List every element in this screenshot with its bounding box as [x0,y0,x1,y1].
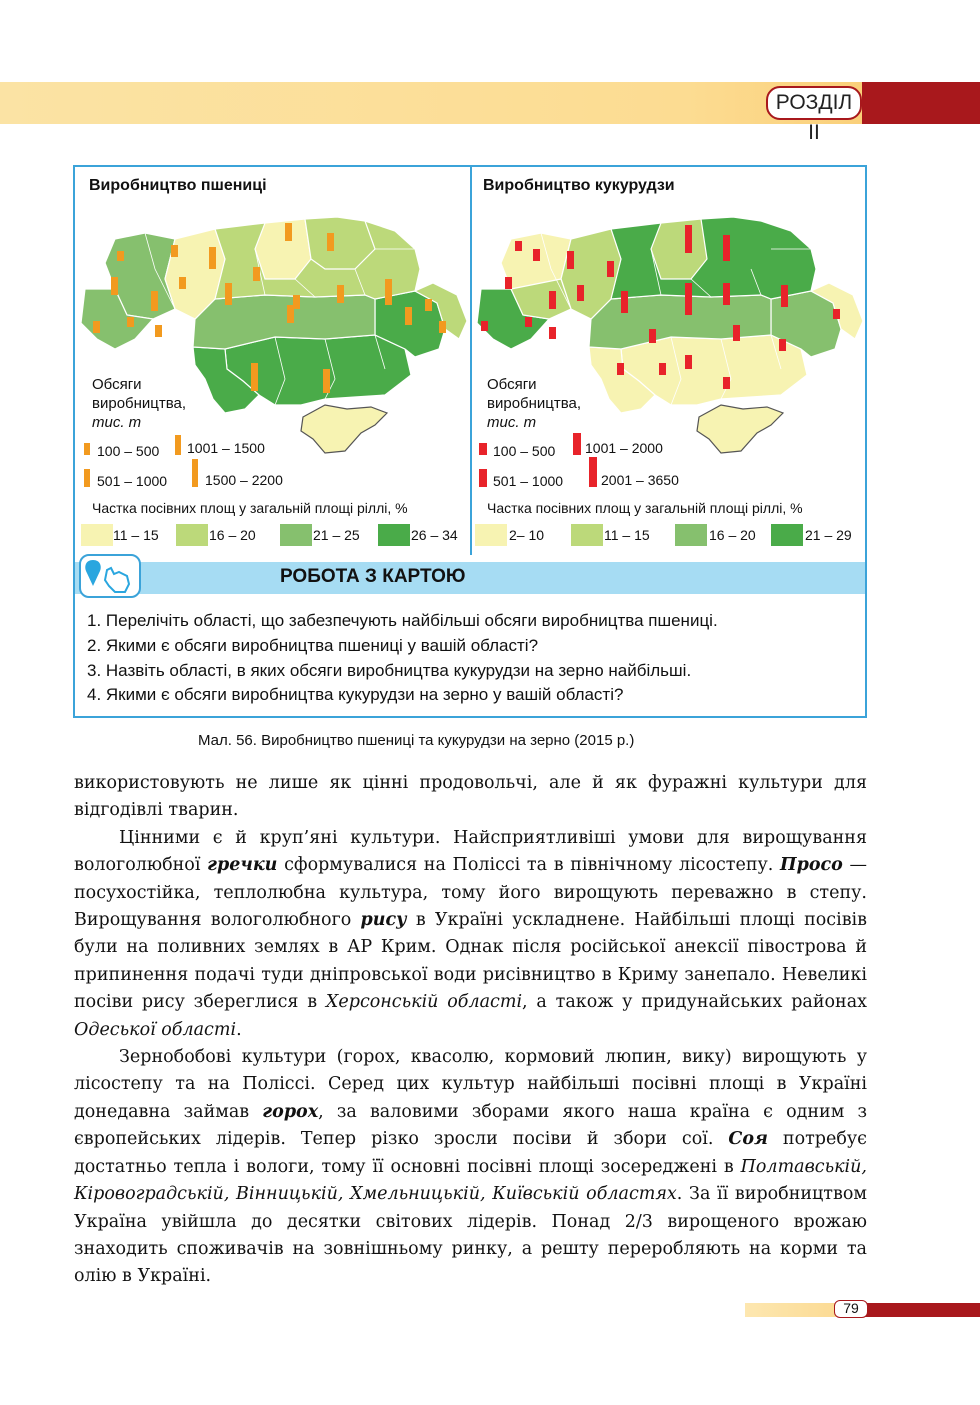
wheat-legend-title-1: Обсяги [92,376,142,393]
wheat-bar-sample-3 [175,435,181,455]
corn-volume-3: 1001 – 2000 [585,440,663,456]
map-pointer-icon [79,554,141,598]
task-item-2: 2. Якими є обсяги виробництва пшениці у вашій області? [87,636,539,655]
corn-share-title: Частка посівних площ у загальній площі ріллі, % [487,500,803,516]
wheat-map-title: Виробництво пшениці [89,177,267,194]
wheat-share-4: 26 – 34 [411,527,458,543]
corn-bar-sample-1 [479,443,487,455]
corn-volume-4: 2001 – 3650 [601,472,679,488]
wheat-share-title: Частка посівних площ у загальній площі ріллі, % [92,500,408,516]
corn-swatch-3 [675,524,707,546]
paragraph-3: Зернобобові культури (горох, квасолю, кормовий люпин, вику) вирощують у лісостепу та на Поліссі. Серед цих культур найбільші посівні площі в Україні донедавна займав горох, за валовими зборами якого наша країна є одним з європейських лідерів. Тепер різко зросли посіви й збори сої. Соя потребує достатньо тепла і вологи, тому її основні посівні площі зосереджені в Полтавській, Кіровоградській, Вінницькій, Хмельницькій, Київській областях. За її виробництвом Україна увійшла до десятки світових лідерів. Понад 2/3 вирощеного врожаю знаходить споживачів на зовнішньому ринку, а решту переробляють на корми та олію в Україні. [74,1047,868,1287]
task-item-3: 3. Назвіть області, в яких обсяги виробництва кукурудзи на зерно найбільші. [87,661,692,680]
page-number: 79 [834,1300,868,1318]
figure-caption: Мал. 56. Виробництво пшениці та кукурудзи на зерно (2015 р.) [198,732,635,749]
corn-region-crimea [697,405,783,453]
corn-bar-sample-2 [479,469,487,487]
wheat-region-crimea [301,405,387,453]
task-item-1: 1. Перелічіть області, що забезпечують найбільші обсяги виробництва пшениці. [87,611,718,630]
corn-share-4: 21 – 29 [805,527,852,543]
paragraph-1: використовують не лише як цінні продовольчі, але й як фуражні культури для відгодівлі тварин. [74,773,867,821]
wheat-volume-4: 1500 – 2200 [205,472,283,488]
corn-bar-sample-3 [573,433,581,455]
wheat-share-1: 11 – 15 [113,527,159,543]
wheat-swatch-2 [176,524,208,546]
corn-share-3: 16 – 20 [709,527,756,543]
wheat-volume-2: 501 – 1000 [97,473,168,489]
wheat-legend-title-2: виробництва, [92,395,187,412]
corn-map-title: Виробництво кукурудзи [483,177,675,194]
corn-volume-2: 501 – 1000 [493,473,564,489]
task-title: РОБОТА З КАРТОЮ [280,566,466,587]
task-item-4: 4. Якими є обсяги виробництва кукурудзи на зерно у вашій області? [87,685,624,704]
wheat-region-kyiv [255,219,311,279]
body-text [74,770,867,1291]
figure-frame [73,165,867,718]
wheat-volume-3: 1001 – 1500 [187,440,265,456]
wheat-swatch-1 [81,524,113,546]
wheat-swatch-3 [280,524,312,546]
corn-share-2: 11 – 15 [604,527,650,543]
wheat-bar-sample-2 [84,469,90,487]
corn-volume-1: 100 – 500 [493,443,556,459]
wheat-swatch-4 [378,524,410,546]
corn-legend-title-3: тис. т [487,414,537,431]
section-label: РОЗДІЛ ІІ [766,86,862,120]
task-header-bar [75,562,865,594]
corn-swatch-2 [571,524,603,546]
corn-bar-sample-4 [589,457,597,487]
corn-region-kyiv [651,219,707,279]
corn-share-1: 2– 10 [509,527,545,543]
corn-swatch-4 [771,524,803,546]
wheat-volume-1: 100 – 500 [97,443,160,459]
corn-legend-title-2: виробництва, [487,395,582,412]
corn-swatch-1 [475,524,507,546]
wheat-share-2: 16 – 20 [209,527,256,543]
wheat-share-3: 21 – 25 [313,527,360,543]
wheat-bar-sample-4 [192,459,198,487]
corn-legend-title-1: Обсяги [487,376,537,393]
footer-red-block [865,1303,980,1317]
header-red-block [862,82,980,124]
wheat-bar-sample-1 [84,443,90,455]
paragraph-2: Цінними є й круп’яні культури. Найсприятливіші умови для вирощування вологолюбної гречки сформувалися на Поліссі та в північному лісостепу. Просо — посухостійка, теплолюбна культура, тому його вирощують переважно в степу. Вирощування вологолюбного рису в Україні ускладнене. Найбільші площі посівів були на поливних землях в АР Крим. Однак після російської анексії півострова й припинення подачі туди дніпровської води рисівництво в Криму занепало. Невеликі посіви рису збереглися в Херсонській області, а також у придунайських районах Одеської області. [74,827,867,1040]
wheat-legend-title-3: тис. т [92,414,142,431]
